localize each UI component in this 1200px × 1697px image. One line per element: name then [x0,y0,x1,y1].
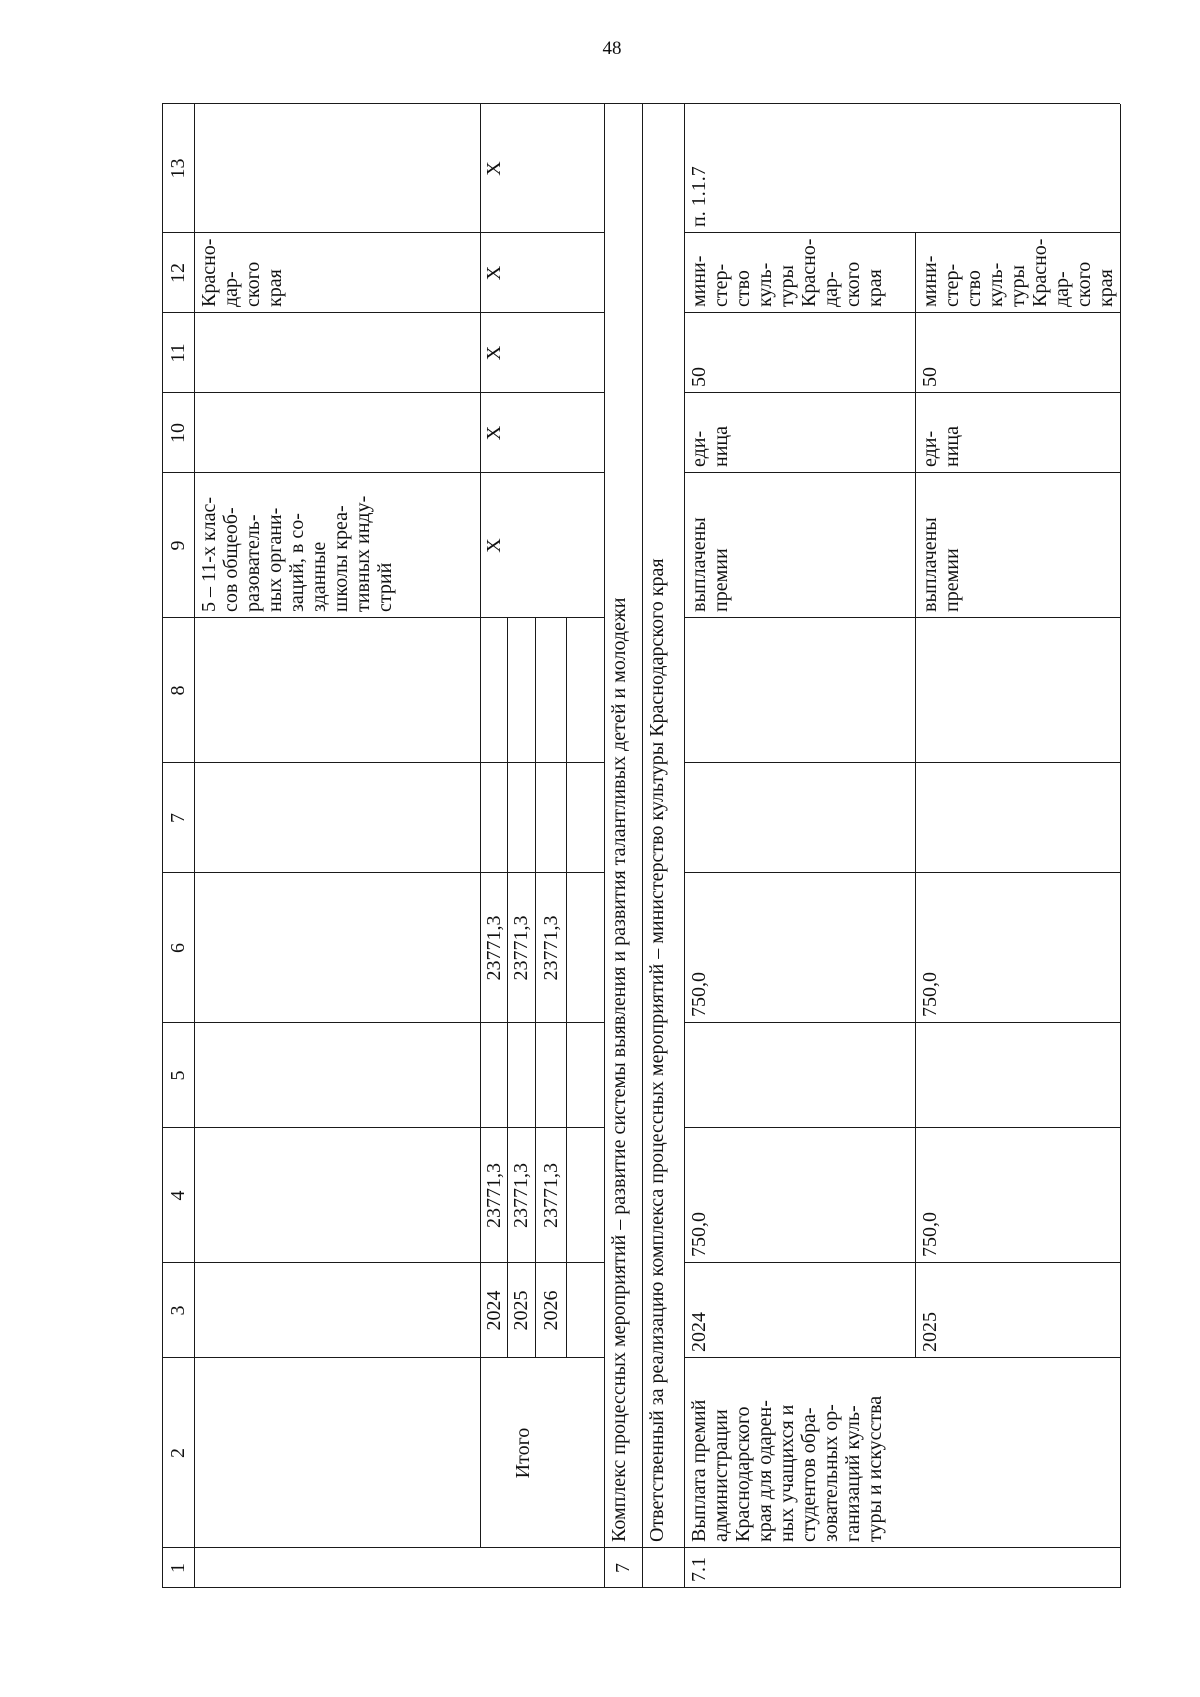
row-unit-2024: еди- ница [688,426,732,467]
total-col12-x: X [482,265,505,281]
row-count-2024: 50 [688,367,710,387]
row-col6-2025: 750,0 [919,972,941,1017]
header-rule [194,104,195,1588]
row-ministry-2024: мини- стер- ство куль- туры Красно- дар- ского края [688,238,886,307]
column-number-6: 6 [167,943,189,953]
budget-table [162,104,1120,1588]
row-number: 7.1 [688,1557,710,1582]
total-col4-2026: 23771,3 [539,1163,562,1228]
section-number: 7 [612,1563,634,1573]
row-name: Выплата премий администрации Краснодарского края для одарен- ных учащихся и студентов обра- зовательных ор- ганизаций куль- туры и искусства [688,1395,886,1542]
column-rule [162,762,604,763]
column-number-10: 10 [167,423,189,443]
column-number-4: 4 [167,1190,189,1201]
row-ministry-2025: мини- стер- ство куль- туры Красно- дар- ского края [919,238,1117,307]
total-col4-2024: 23771,3 [482,1163,505,1228]
row-result-2024: выплачены премии [688,517,732,612]
column-rule [162,392,604,393]
total-year-2025: 2025 [510,1290,532,1331]
row-col6-2024: 750,0 [688,972,710,1017]
row-reference: п. 1.1.7 [688,166,710,227]
total-col6-2025: 23771,3 [510,915,532,981]
total-col4-2025: 23771,3 [510,1163,532,1228]
column-number-12: 12 [167,263,189,283]
section-responsible: Ответственный за реализацию комплекса процессных мероприятий – министерство культуры Краснодарского края [646,558,668,1542]
page-number: 48 [602,38,622,59]
column-number-11: 11 [167,343,189,363]
column-number-1: 1 [167,1563,189,1573]
column-number-3: 3 [167,1305,189,1316]
column-number-13: 13 [167,158,189,179]
row-year-2024: 2024 [688,1312,710,1352]
row-count-2025: 50 [919,367,941,387]
table-border-bottom [1120,104,1121,1588]
row-unit-2025: еди- ница [919,426,963,467]
table-rule [684,762,1120,763]
total-col6-2026: 23771,3 [539,915,562,981]
row-col4-2025: 750,0 [919,1212,941,1257]
total-label: Итого [512,1427,534,1479]
table-rule [566,618,567,1358]
column-number-8: 8 [167,685,189,696]
total-year-2026: 2026 [539,1290,562,1331]
section-title: Комплекс процессных мероприятий – развитие системы выявления и развития талантливых детей и молодежи [608,597,630,1542]
students-description: 5 – 11-х клас- сов общеоб- разователь- ных органи- заций, в со- зданные школы креа- тивных инду- стрий [198,495,396,612]
row-result-2025: выплачены премии [919,517,963,612]
total-col11-x: X [482,345,505,361]
total-col9-x: X [482,538,505,553]
row-year-2025: 2025 [919,1312,941,1352]
row-col4-2024: 750,0 [688,1212,710,1257]
total-col6-2024: 23771,3 [482,915,505,981]
column-number-5: 5 [167,1070,189,1081]
region-label-cont: Красно- дар- ского края [198,238,286,307]
column-number-7: 7 [167,813,189,823]
total-year-2024: 2024 [482,1290,505,1331]
total-col10-x: X [482,425,505,441]
column-number-2: 2 [167,1448,189,1458]
total-col13-x: X [482,161,505,176]
column-number-9: 9 [167,540,189,551]
